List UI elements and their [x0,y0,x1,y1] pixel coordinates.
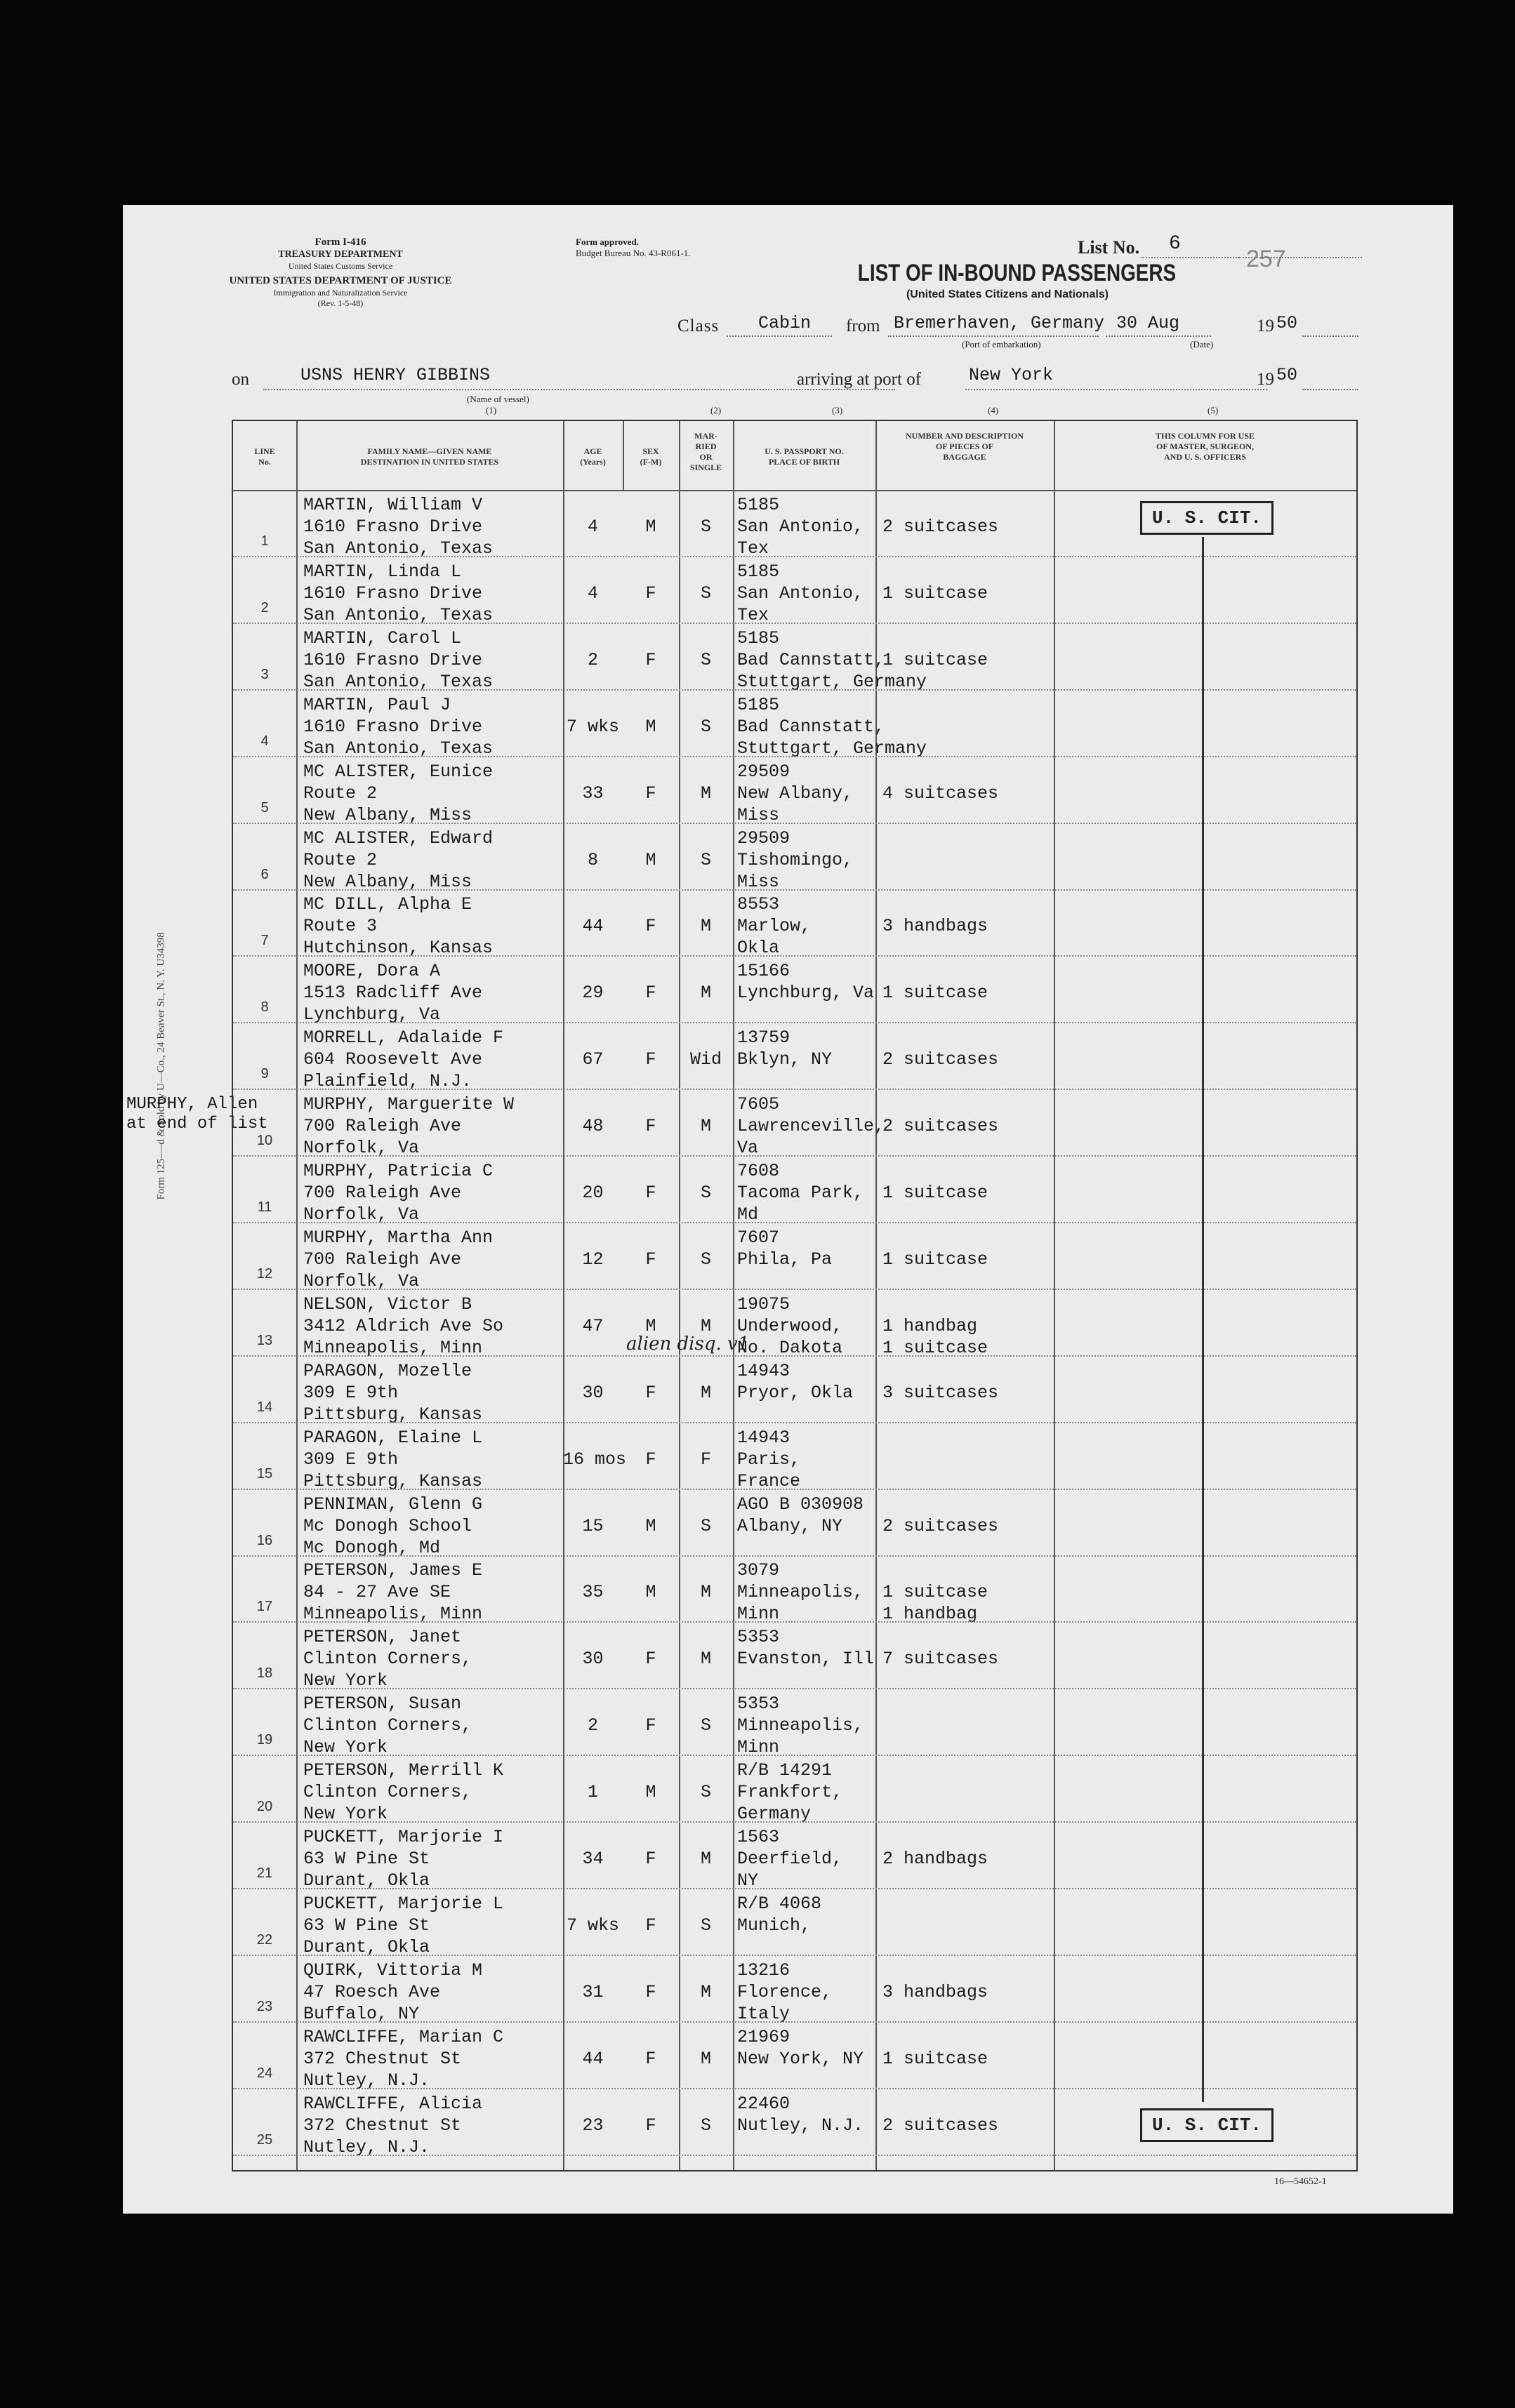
line-number: 6 [260,866,269,882]
form-number: Form I-416 [315,237,366,248]
passport-birthplace: 14943 Paris, France [737,1427,801,1491]
passport-birthplace: R/B 14291 Frankfort, Germany [737,1760,843,1825]
table-row [233,825,1356,891]
passport-birthplace: 5353 Minneapolis, Minn [737,1694,864,1758]
passenger-name-address: MURPHY, Patricia C 700 Raleigh Ave Norfolk, Va [303,1161,494,1225]
line-number: 14 [256,1399,273,1415]
passenger-age: 16 mos [563,1449,627,1470]
passport-birthplace: 1563 Deerfield, NY [737,1827,843,1891]
from-label: from [846,317,880,335]
on-label: on [232,370,249,389]
table-row [233,1757,1356,1823]
passport-birthplace: 7605 Lawrenceville, Va [737,1094,885,1159]
class-label: Class [677,317,720,335]
passenger-age: 30 [582,1649,604,1670]
passenger-name-address: MARTIN, Carol L 1610 Frasno Drive San Antonio, Texas [303,627,494,692]
marital-status: M [700,1582,711,1603]
line-number: 15 [256,1465,273,1482]
baggage-description: 1 suitcase [882,649,988,670]
table-row [233,1690,1356,1756]
baggage-description: 3 handbags [882,916,988,937]
passenger-age: 29 [582,983,604,1004]
revision-label: (Rev. 1-5-48) [317,298,364,308]
passenger-age: 47 [582,1315,604,1336]
passenger-age: 15 [582,1515,604,1536]
table-row [233,1224,1356,1290]
marital-status: M [700,1315,711,1336]
passenger-name-address: NELSON, Victor B 3412 Aldrich Ave So Minneapolis, Minn [303,1293,504,1358]
line-number: 11 [257,1199,272,1215]
header-name: FAMILY NAME—GIVEN NAME DESTINATION IN UNITED STATES [360,446,499,467]
passport-birthplace: R/B 4068 Munich, [737,1893,822,1936]
passenger-sex: F [645,2048,656,2069]
passenger-sex: M [645,1515,656,1536]
table-row [233,558,1356,624]
row-separator [233,955,1356,957]
table-row [233,1291,1356,1357]
line-number: 5 [260,799,269,816]
passenger-sex: F [645,583,656,604]
marital-status: M [700,916,711,937]
passport-birthplace: 13759 Bklyn, NY [737,1027,833,1070]
marital-status: M [700,1116,711,1137]
date-value: 30 Aug [1116,313,1180,333]
title-block [825,261,1190,300]
table-row [233,625,1356,691]
baggage-description: 1 suitcase [882,1249,988,1270]
passport-birthplace: 5185 Bad Cannstatt, Stuttgart, Germany [737,627,927,692]
table-row [233,1157,1356,1223]
passenger-name-address: MOORE, Dora A 1513 Radcliff Ave Lynchburg, Va [303,961,483,1025]
officer-pen-line [1202,537,1204,2102]
list-no-value: 6 [1169,233,1181,255]
customs-label: United States Customs Service [288,261,393,271]
header-married: MAR- RIED OR SINGLE [689,431,722,472]
passenger-age: 44 [582,916,604,937]
passenger-name-address: PARAGON, Elaine L 309 E 9th Pittsburg, Kansas [303,1427,483,1491]
passenger-sex: M [645,1315,656,1336]
row-separator [233,1755,1356,1756]
line-number: 17 [256,1599,273,1615]
passenger-sex: F [645,1915,656,1936]
row-separator [233,1022,1356,1023]
margin-note-1: MURPHY, Allen [126,1095,258,1114]
header-passport: U. S. PASSPORT NO. PLACE OF BIRTH [765,446,844,467]
baggage-description: 2 suitcases [882,1116,999,1137]
page-number: 257 [1246,246,1286,272]
passenger-sex: M [645,1782,656,1803]
passport-birthplace: 21969 New York, NY [737,2026,864,2069]
row-separator [233,2088,1356,2089]
row-separator [233,1089,1356,1090]
baggage-description: 1 suitcase [882,1183,988,1203]
year-prefix: 19 [1257,317,1274,335]
passenger-name-address: MORRELL, Adalaide F 604 Roosevelt Ave Plainfield, N.J. [303,1027,504,1092]
passenger-age: 7 wks [566,716,619,737]
passenger-sex: F [645,1715,656,1736]
passenger-sex: F [645,783,656,804]
row-separator [233,889,1356,891]
baggage-description: 2 handbags [882,1849,988,1869]
baggage-description: 1 suitcase [882,2048,988,2069]
marital-status: M [700,2048,711,2069]
header-age: AGE (Years) [580,446,606,467]
marital-status: S [700,1715,711,1736]
passenger-age: 23 [582,2115,604,2136]
passport-birthplace: 5185 San Antonio, Tex [737,495,864,559]
budget-label: Budget Bureau No. 43-R061-1. [576,248,691,258]
margin-printer-note: Form 125-—d & Sold by U—Co., 24 Beaver St., N. Y. U34398 [155,932,167,1200]
page-subtitle: (United States Citizens and Nationals) [906,288,1109,300]
line-number: 22 [256,1931,273,1948]
passport-birthplace: 3079 Minneapolis, Minn [737,1560,864,1625]
row-separator [233,1222,1356,1223]
passenger-name-address: MARTIN, Linda L 1610 Frasno Drive San Antonio, Texas [303,561,494,625]
baggage-description: 4 suitcases [882,783,999,804]
passenger-age: 12 [582,1249,604,1270]
passenger-name-address: PUCKETT, Marjorie I 63 W Pine St Durant, Okla [303,1827,504,1891]
handwritten-annotation: alien disq. v1 [626,1333,750,1355]
table-row [233,2023,1356,2089]
row-separator [233,1555,1356,1557]
vessel-name: USNS HENRY GIBBINS [300,365,491,385]
passenger-sex: F [645,649,656,670]
table-row [233,1357,1356,1423]
passenger-sex: F [645,1449,656,1470]
passenger-name-address: RAWCLIFFE, Marian C 372 Chestnut St Nutley, N.J. [303,2026,504,2091]
baggage-description: 1 suitcase [882,583,988,604]
passenger-name-address: MC ALISTER, Edward Route 2 New Albany, Miss [303,827,494,892]
row-separator [233,1888,1356,1889]
passenger-age: 20 [582,1183,604,1203]
date-label: (Date) [1190,339,1214,350]
passport-birthplace: 22460 Nutley, N.J. [737,2093,864,2136]
passenger-name-address: PETERSON, Merrill K Clinton Corners, New York [303,1760,504,1825]
table-row [233,1491,1356,1557]
passenger-name-address: MURPHY, Marguerite W 700 Raleigh Ave Norfolk, Va [303,1094,515,1159]
passenger-name-address: PENNIMAN, Glenn G Mc Donogh School Mc Donogh, Md [303,1494,483,1558]
marital-status: S [700,849,711,870]
passenger-name-address: MARTIN, Paul J 1610 Frasno Drive San Antonio, Texas [303,694,494,759]
row-separator [233,1688,1356,1689]
passenger-sex: F [645,1183,656,1203]
marital-status: M [700,1382,711,1403]
approved-label: Form approved. [576,237,640,247]
passenger-age: 30 [582,1382,604,1403]
passport-birthplace: 5353 Evanston, Ill [737,1627,875,1670]
passenger-age: 2 [587,1715,598,1736]
passenger-sex: M [645,716,656,737]
baggage-description: 2 suitcases [882,517,999,537]
passenger-age: 1 [587,1782,598,1803]
marital-status: M [700,1649,711,1670]
page-title: LIST OF IN-BOUND PASSENGERS [857,260,1177,286]
row-separator [233,1155,1356,1157]
form-header-left [207,237,474,307]
baggage-description: 7 suitcases [882,1649,999,1670]
col-num-3: (3) [832,405,843,415]
passport-birthplace: 19075 Underwood, No. Dakota [737,1293,843,1358]
passenger-sex: F [645,983,656,1004]
passenger-sex: M [645,517,656,537]
line-number: 20 [256,1799,273,1815]
row-separator [233,2155,1356,2156]
table-row [233,891,1356,957]
us-citizen-stamp-bottom: U. S. CIT. [1140,2108,1273,2142]
passport-birthplace: AGO B 030908 Albany, NY [737,1494,864,1536]
year2-value: 50 [1276,365,1298,385]
baggage-description: 1 handbag 1 suitcase [882,1315,988,1358]
table-row [233,691,1356,757]
line-number: 25 [256,2131,273,2148]
us-citizen-stamp-top: U. S. CIT. [1140,501,1273,535]
marital-status: M [700,983,711,1004]
passenger-table [232,420,1358,2171]
table-row [233,1823,1356,1889]
passport-birthplace: 8553 Marlow, Okla [737,894,812,959]
col-num-2: (2) [710,405,722,415]
table-row [233,1024,1356,1090]
row-separator [233,1489,1356,1490]
passenger-name-address: PARAGON, Mozelle 309 E 9th Pittsburg, Kansas [303,1360,483,1425]
list-no-line [1141,257,1239,258]
row-separator [233,689,1356,691]
passenger-age: 4 [587,583,598,604]
passenger-sex: M [645,849,656,870]
year2-prefix: 19 [1257,370,1274,389]
row-separator [233,623,1356,624]
baggage-description: 2 suitcases [882,1049,999,1070]
col-num-1: (1) [486,405,497,415]
header-line-no: LINE No. [254,446,275,467]
row-separator [233,756,1356,757]
passenger-age: 4 [587,517,598,537]
line-number: 12 [256,1265,273,1282]
row-separator [233,556,1356,557]
row-separator [233,1955,1356,1956]
row-separator [233,1355,1356,1357]
date-line [1106,335,1211,337]
form-approval [576,237,691,258]
vessel-line [263,389,895,390]
line-number: 1 [260,533,269,549]
footer-code: 16—54652-1 [1274,2176,1327,2187]
passenger-name-address: MURPHY, Martha Ann 700 Raleigh Ave Norfolk, Va [303,1227,494,1291]
table-row [233,1424,1356,1490]
passenger-sex: F [645,2115,656,2136]
line-number: 10 [256,1133,273,1149]
ins-label: Immigration and Naturalization Service [273,288,408,298]
passenger-name-address: PETERSON, Janet Clinton Corners, New York [303,1627,472,1691]
marital-status: M [700,1849,711,1869]
marital-status: S [700,2115,711,2136]
passport-birthplace: 14943 Pryor, Okla [737,1360,854,1403]
from-value: Bremerhaven, Germany [894,313,1105,333]
class-line [727,335,832,337]
line-number: 2 [260,599,269,616]
table-row [233,957,1356,1023]
marital-status: S [700,1249,711,1270]
line-number: 21 [256,1865,273,1881]
passenger-name-address: PUCKETT, Marjorie L 63 W Pine St Durant, Okla [303,1893,504,1957]
passenger-age: 8 [587,849,598,870]
baggage-description: 1 suitcase [882,983,988,1004]
baggage-description: 1 suitcase 1 handbag [882,1582,988,1625]
marital-status: M [700,1981,711,2002]
table-row [233,1557,1356,1623]
passenger-name-address: QUIRK, Vittoria M 47 Roesch Ave Buffalo, NY [303,1960,483,2024]
port-line [965,389,1267,390]
passenger-age: 31 [582,1981,604,2002]
year2-line [1302,389,1358,390]
header-baggage: NUMBER AND DESCRIPTION OF PIECES OF BAGGAGE [905,431,1024,462]
arriving-label: arriving at port of [797,370,922,389]
passport-birthplace: 5185 Bad Cannstatt, Stuttgart, Germany [737,694,927,759]
passport-birthplace: 5185 San Antonio, Tex [737,561,864,625]
passport-birthplace: 29509 New Albany, Miss [737,761,854,825]
row-separator [233,1422,1356,1423]
passenger-sex: F [645,1849,656,1869]
passenger-sex: F [645,916,656,937]
year-value: 50 [1276,313,1298,333]
row-separator [233,2021,1356,2023]
passenger-age: 33 [582,783,604,804]
port-embark-label: (Port of embarkation) [962,339,1041,350]
passenger-age: 44 [582,2048,604,2069]
passenger-name-address: PETERSON, James E 84 - 27 Ave SE Minneapolis, Minn [303,1560,483,1625]
col-num-5: (5) [1208,405,1219,415]
treasury-label: TREASURY DEPARTMENT [278,249,403,260]
passenger-sex: F [645,1116,656,1137]
line-number: 8 [260,999,269,1016]
row-separator [233,1289,1356,1290]
header-officers: THIS COLUMN FOR USE OF MASTER, SURGEON, AND U. S. OFFICERS [1155,431,1255,462]
line-number: 9 [260,1066,269,1082]
passenger-sex: F [645,1049,656,1070]
passport-birthplace: 7608 Tacoma Park, Md [737,1161,864,1225]
passenger-age: 48 [582,1116,604,1137]
passenger-age: 2 [587,649,598,670]
baggage-description: 2 suitcases [882,2115,999,2136]
line-number: 16 [256,1532,273,1548]
marital-status: S [700,1915,711,1936]
passenger-sex: F [645,1649,656,1670]
line-number: 7 [260,933,269,949]
line-number: 24 [256,2065,273,2081]
passenger-sex: F [645,1981,656,2002]
passenger-name-address: MC ALISTER, Eunice Route 2 New Albany, Miss [303,761,494,825]
line-number: 13 [256,1332,273,1348]
line-number: 3 [260,666,269,682]
passenger-age: 34 [582,1849,604,1869]
passenger-sex: F [645,1382,656,1403]
line-number: 19 [256,1732,273,1748]
passenger-age: 35 [582,1582,604,1603]
marital-status: S [700,1183,711,1203]
passenger-name-address: MARTIN, William V 1610 Frasno Drive San Antonio, Texas [303,495,494,559]
class-value: Cabin [758,313,812,333]
line-number: 4 [260,733,269,749]
passenger-age: 67 [582,1049,604,1070]
baggage-description: 3 suitcases [882,1382,999,1403]
marital-status: F [700,1449,711,1470]
passport-birthplace: 29509 Tishomingo, Miss [737,827,854,892]
marital-status: S [700,1515,711,1536]
table-row [233,1890,1356,1956]
marital-status: Wid [689,1049,722,1070]
passport-birthplace: 15166 Lynchburg, Va [737,961,875,1004]
port-arrival: New York [969,365,1054,385]
passenger-name-address: PETERSON, Susan Clinton Corners, New York [303,1694,472,1758]
passenger-name-address: RAWCLIFFE, Alicia 372 Chestnut St Nutley, N.J. [303,2093,483,2157]
marital-status: S [700,1782,711,1803]
table-row [233,758,1356,824]
passenger-sex: M [645,1582,656,1603]
line-number: 23 [256,1998,273,2014]
line-number: 18 [256,1665,273,1682]
row-separator [233,1621,1356,1623]
table-row [233,1623,1356,1689]
vessel-label: (Name of vessel) [467,394,529,404]
passport-birthplace: 7607 Phila, Pa [737,1227,833,1270]
table-row [233,1091,1356,1157]
marital-status: M [700,783,711,804]
baggage-description: 3 handbags [882,1981,988,2002]
baggage-description: 2 suitcases [882,1515,999,1536]
marital-status: S [700,583,711,604]
header-sex: SEX (F-M) [640,446,662,467]
justice-label: UNITED STATES DEPARTMENT OF JUSTICE [229,275,452,286]
year-line [1302,335,1358,337]
list-no-label: List No. [1078,237,1140,258]
from-line [888,335,1099,337]
marital-status: S [700,517,711,537]
marital-status: S [700,716,711,737]
passenger-name-address: MC DILL, Alpha E Route 3 Hutchinson, Kansas [303,894,494,959]
passenger-sex: F [645,1249,656,1270]
row-separator [233,1821,1356,1823]
row-separator [233,823,1356,824]
table-row [233,1957,1356,2023]
margin-note-2: at end of list [126,1115,268,1133]
page-no-line [1239,257,1362,258]
passport-birthplace: 13216 Florence, Italy [737,1960,833,2024]
col-num-4: (4) [988,405,999,415]
marital-status: S [700,649,711,670]
passenger-age: 7 wks [566,1915,619,1936]
manifest-sheet [123,205,1453,2214]
